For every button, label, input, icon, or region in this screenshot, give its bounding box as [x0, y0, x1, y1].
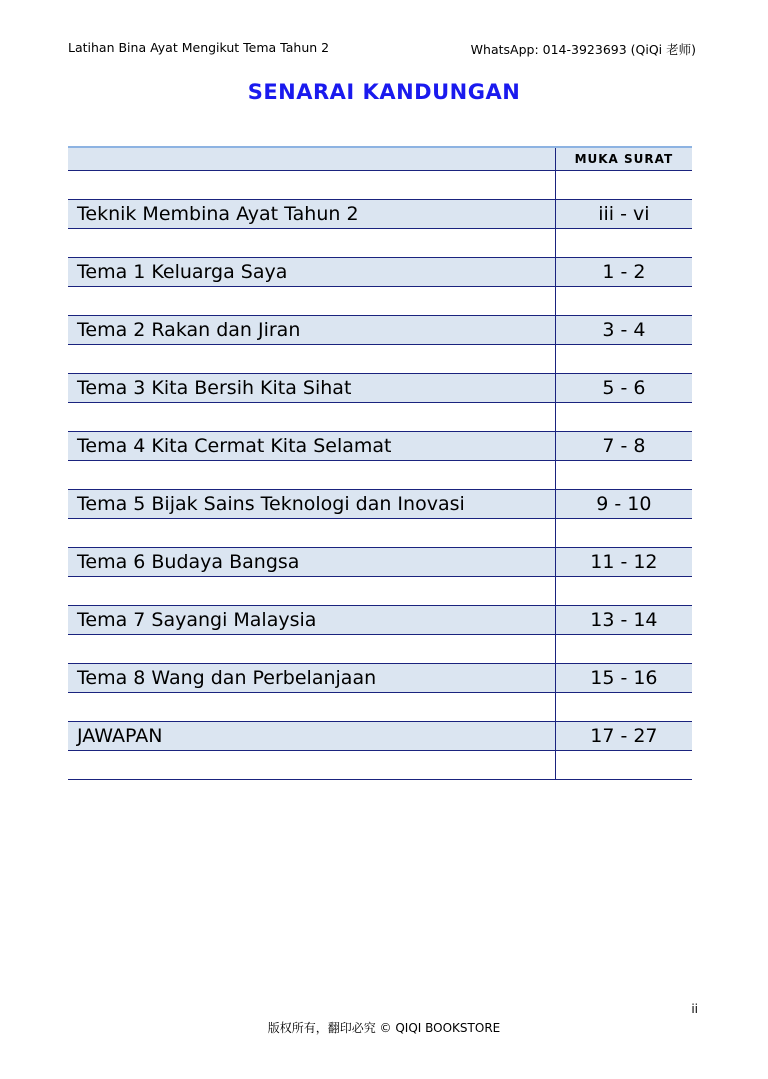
spacer-row — [68, 751, 692, 780]
table-row — [68, 664, 692, 693]
spacer-cell — [68, 519, 555, 548]
entry-pages: iii - vi — [555, 200, 692, 229]
spacer-cell — [555, 635, 692, 664]
table-row — [68, 374, 692, 403]
copyright-notice: 版权所有，翻印必究 © QIQI BOOKSTORE — [267, 1021, 501, 1035]
spacer-cell — [68, 751, 555, 780]
entry-title: Tema 8 Wang dan Perbelanjaan — [68, 664, 555, 693]
entry-title: Tema 6 Budaya Bangsa — [68, 548, 555, 577]
entry-title: Tema 3 Kita Bersih Kita Sihat — [68, 374, 555, 403]
entry-title: Tema 2 Rakan dan Jiran — [68, 316, 555, 345]
spacer-cell — [555, 229, 692, 258]
spacer-cell — [68, 461, 555, 490]
spacer-row — [68, 287, 692, 316]
entry-pages: 17 - 27 — [555, 722, 692, 751]
entry-pages: 11 - 12 — [555, 548, 692, 577]
spacer-cell — [68, 171, 555, 200]
spacer-row — [68, 693, 692, 722]
table-row — [68, 722, 692, 751]
table-header-page-label: MUKA SURAT — [555, 147, 692, 171]
spacer-cell — [555, 403, 692, 432]
entry-pages: 9 - 10 — [555, 490, 692, 519]
spacer-cell — [555, 171, 692, 200]
contents-table — [68, 146, 692, 780]
table-header-row — [68, 147, 692, 171]
spacer-cell — [68, 345, 555, 374]
spacer-cell — [68, 229, 555, 258]
spacer-cell — [68, 287, 555, 316]
entry-title: Tema 1 Keluarga Saya — [68, 258, 555, 287]
entry-title: Teknik Membina Ayat Tahun 2 — [68, 200, 555, 229]
table-row — [68, 432, 692, 461]
header-contact: WhatsApp: 014-3923693 (QiQi 老师) — [470, 42, 696, 57]
table-row — [68, 490, 692, 519]
spacer-cell — [555, 519, 692, 548]
table-row — [68, 548, 692, 577]
entry-pages: 5 - 6 — [555, 374, 692, 403]
spacer-row — [68, 345, 692, 374]
page-title: SENARAI KANDUNGAN — [247, 80, 521, 104]
entry-pages: 15 - 16 — [555, 664, 692, 693]
entry-title: Tema 5 Bijak Sains Teknologi dan Inovasi — [68, 490, 555, 519]
entry-title: Tema 4 Kita Cermat Kita Selamat — [68, 432, 555, 461]
spacer-cell — [555, 751, 692, 780]
spacer-cell — [68, 577, 555, 606]
spacer-row — [68, 229, 692, 258]
entry-pages: 3 - 4 — [555, 316, 692, 345]
entry-title: Tema 7 Sayangi Malaysia — [68, 606, 555, 635]
spacer-cell — [555, 345, 692, 374]
spacer-row — [68, 171, 692, 200]
spacer-cell — [555, 693, 692, 722]
table-row — [68, 200, 692, 229]
entry-title: JAWAPAN — [68, 722, 555, 751]
table-row — [68, 258, 692, 287]
entry-pages: 13 - 14 — [555, 606, 692, 635]
spacer-row — [68, 519, 692, 548]
spacer-row — [68, 635, 692, 664]
entry-pages: 7 - 8 — [555, 432, 692, 461]
entry-pages: 1 - 2 — [555, 258, 692, 287]
spacer-cell — [68, 403, 555, 432]
table-row — [68, 606, 692, 635]
header-book-title: Latihan Bina Ayat Mengikut Tema Tahun 2 — [68, 40, 330, 55]
page-number: ii — [691, 1002, 698, 1016]
spacer-cell — [555, 577, 692, 606]
spacer-row — [68, 403, 692, 432]
table-row — [68, 316, 692, 345]
spacer-cell — [68, 635, 555, 664]
spacer-cell — [555, 287, 692, 316]
spacer-row — [68, 577, 692, 606]
spacer-cell — [68, 693, 555, 722]
spacer-cell — [555, 461, 692, 490]
table-header-title-cell — [68, 147, 555, 171]
spacer-row — [68, 461, 692, 490]
